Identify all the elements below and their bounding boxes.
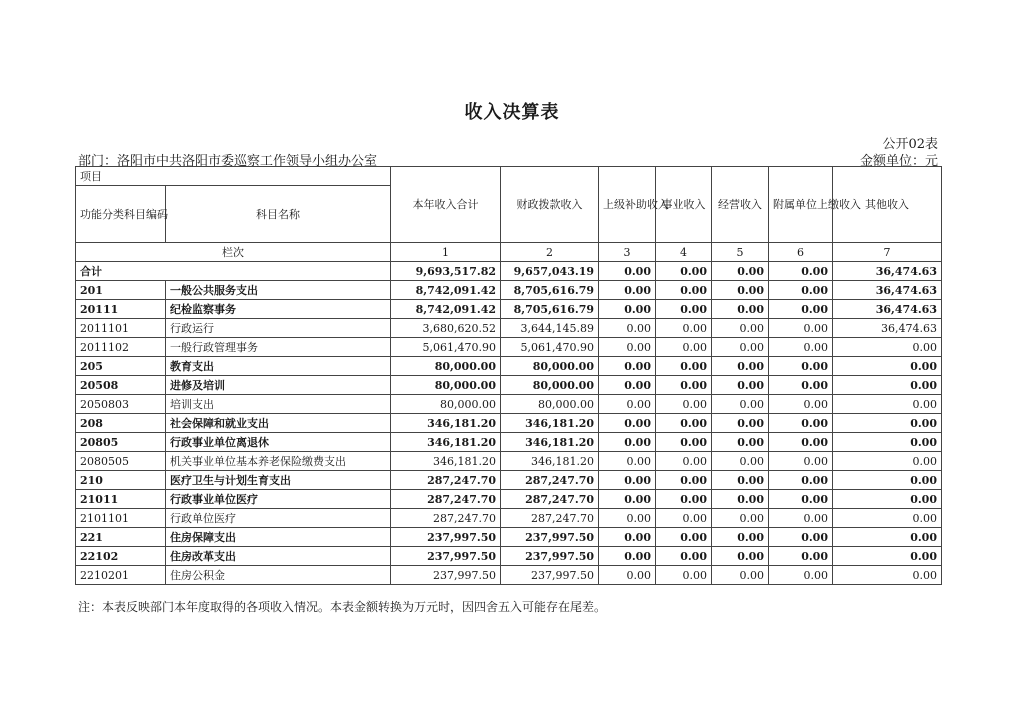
table-row — [76, 300, 942, 319]
cell-superior: 0.00 — [599, 509, 656, 528]
column-number: 6 — [769, 243, 833, 262]
cell-code: 2210201 — [76, 566, 166, 585]
cell-other: 36,474.63 — [833, 319, 942, 338]
cell-superior: 0.00 — [599, 547, 656, 566]
cell-code: 208 — [76, 414, 166, 433]
table-row — [76, 357, 942, 376]
cell-affiliated: 0.00 — [769, 528, 833, 547]
cell-fiscal: 287,247.70 — [501, 490, 599, 509]
cell-superior: 0.00 — [599, 376, 656, 395]
column-number: 2 — [501, 243, 599, 262]
cell-business: 0.00 — [656, 376, 712, 395]
cell-affiliated: 0.00 — [769, 319, 833, 338]
cell-superior: 0.00 — [599, 262, 656, 281]
cell-fiscal: 8,705,616.79 — [501, 281, 599, 300]
cell-total: 287,247.70 — [391, 490, 501, 509]
cell-total: 5,061,470.90 — [391, 338, 501, 357]
cell-operating: 0.00 — [712, 338, 769, 357]
cell-operating: 0.00 — [712, 433, 769, 452]
header-name: 科目名称 — [166, 186, 391, 243]
cell-total: 8,742,091.42 — [391, 300, 501, 319]
cell-superior: 0.00 — [599, 452, 656, 471]
cell-business: 0.00 — [656, 547, 712, 566]
cell-total: 346,181.20 — [391, 414, 501, 433]
cell-other: 0.00 — [833, 357, 942, 376]
cell-fiscal: 3,644,145.89 — [501, 319, 599, 338]
cell-total: 9,693,517.82 — [391, 262, 501, 281]
cell-fiscal: 287,247.70 — [501, 471, 599, 490]
cell-code: 2080505 — [76, 452, 166, 471]
cell-code: 2011101 — [76, 319, 166, 338]
cell-total: 80,000.00 — [391, 376, 501, 395]
cell-other: 0.00 — [833, 528, 942, 547]
cell-superior: 0.00 — [599, 395, 656, 414]
cell-total: 346,181.20 — [391, 452, 501, 471]
header-code: 功能分类科目编码 — [76, 186, 166, 243]
cell-code: 21011 — [76, 490, 166, 509]
cell-business: 0.00 — [656, 262, 712, 281]
cell-business: 0.00 — [656, 471, 712, 490]
header-operating: 经营收入 — [712, 167, 769, 243]
cell-total: 287,247.70 — [391, 471, 501, 490]
table-row — [76, 319, 942, 338]
cell-affiliated: 0.00 — [769, 452, 833, 471]
header-item: 项目 — [76, 167, 391, 186]
cell-affiliated: 0.00 — [769, 547, 833, 566]
table-row — [76, 509, 942, 528]
cell-fiscal: 346,181.20 — [501, 452, 599, 471]
cell-fiscal: 237,997.50 — [501, 528, 599, 547]
cell-name: 住房公积金 — [166, 566, 391, 585]
cell-name: 社会保障和就业支出 — [166, 414, 391, 433]
cell-affiliated: 0.00 — [769, 395, 833, 414]
table-row — [76, 395, 942, 414]
cell-business: 0.00 — [656, 281, 712, 300]
cell-fiscal: 5,061,470.90 — [501, 338, 599, 357]
table-row — [76, 528, 942, 547]
cell-affiliated: 0.00 — [769, 414, 833, 433]
cell-business: 0.00 — [656, 414, 712, 433]
cell-affiliated: 0.00 — [769, 433, 833, 452]
cell-total: 237,997.50 — [391, 566, 501, 585]
cell-fiscal: 80,000.00 — [501, 395, 599, 414]
cell-other: 36,474.63 — [833, 300, 942, 319]
cell-business: 0.00 — [656, 528, 712, 547]
cell-fiscal: 346,181.20 — [501, 414, 599, 433]
cell-code: 20805 — [76, 433, 166, 452]
cell-superior: 0.00 — [599, 433, 656, 452]
total-row — [76, 262, 942, 281]
cell-name: 医疗卫生与计划生育支出 — [166, 471, 391, 490]
cell-operating: 0.00 — [712, 490, 769, 509]
cell-affiliated: 0.00 — [769, 471, 833, 490]
cell-code: 2011102 — [76, 338, 166, 357]
cell-business: 0.00 — [656, 490, 712, 509]
cell-name: 行政事业单位医疗 — [166, 490, 391, 509]
cell-affiliated: 0.00 — [769, 376, 833, 395]
cell-superior: 0.00 — [599, 414, 656, 433]
column-number: 7 — [833, 243, 942, 262]
cell-name: 纪检监察事务 — [166, 300, 391, 319]
cell-other: 0.00 — [833, 433, 942, 452]
table-row — [76, 471, 942, 490]
cell-operating: 0.00 — [712, 262, 769, 281]
cell-total: 8,742,091.42 — [391, 281, 501, 300]
cell-fiscal: 237,997.50 — [501, 566, 599, 585]
cell-operating: 0.00 — [712, 528, 769, 547]
cell-operating: 0.00 — [712, 376, 769, 395]
cell-fiscal: 287,247.70 — [501, 509, 599, 528]
cell-name: 住房保障支出 — [166, 528, 391, 547]
cell-name: 教育支出 — [166, 357, 391, 376]
cell-code: 2101101 — [76, 509, 166, 528]
cell-other: 36,474.63 — [833, 281, 942, 300]
column-number: 5 — [712, 243, 769, 262]
cell-name: 一般行政管理事务 — [166, 338, 391, 357]
cell-name: 行政事业单位离退休 — [166, 433, 391, 452]
column-number: 3 — [599, 243, 656, 262]
amount-unit: 金额单位：元 — [859, 154, 938, 169]
cell-operating: 0.00 — [712, 395, 769, 414]
cell-superior: 0.00 — [599, 357, 656, 376]
cell-superior: 0.00 — [599, 300, 656, 319]
cell-operating: 0.00 — [712, 357, 769, 376]
table-row — [76, 452, 942, 471]
cell-operating: 0.00 — [712, 509, 769, 528]
cell-name: 培训支出 — [166, 395, 391, 414]
cell-name: 进修及培训 — [166, 376, 391, 395]
table-row — [76, 281, 942, 300]
column-number: 4 — [656, 243, 712, 262]
cell-fiscal: 346,181.20 — [501, 433, 599, 452]
cell-affiliated: 0.00 — [769, 566, 833, 585]
cell-operating: 0.00 — [712, 281, 769, 300]
cell-other: 0.00 — [833, 376, 942, 395]
cell-superior: 0.00 — [599, 338, 656, 357]
cell-fiscal: 80,000.00 — [501, 376, 599, 395]
table-row — [76, 433, 942, 452]
cell-business: 0.00 — [656, 433, 712, 452]
income-table — [75, 166, 942, 585]
header-business: 事业收入 — [656, 167, 712, 243]
footnote: 注：本表反映部门本年度取得的各项收入情况。本表金额转换为万元时，因四舍五入可能存在尾差。 — [78, 600, 607, 614]
cell-business: 0.00 — [656, 338, 712, 357]
table-row — [76, 376, 942, 395]
cell-superior: 0.00 — [599, 281, 656, 300]
cell-business: 0.00 — [656, 566, 712, 585]
cell-superior: 0.00 — [599, 490, 656, 509]
cell-business: 0.00 — [656, 395, 712, 414]
column-number: 1 — [391, 243, 501, 262]
cell-total: 237,997.50 — [391, 547, 501, 566]
cell-affiliated: 0.00 — [769, 300, 833, 319]
cell-other: 0.00 — [833, 471, 942, 490]
cell-business: 0.00 — [656, 357, 712, 376]
cell-total: 80,000.00 — [391, 395, 501, 414]
cell-other: 0.00 — [833, 547, 942, 566]
table-row — [76, 547, 942, 566]
cell-affiliated: 0.00 — [769, 509, 833, 528]
cell-operating: 0.00 — [712, 566, 769, 585]
cell-superior: 0.00 — [599, 528, 656, 547]
cell-code: 22102 — [76, 547, 166, 566]
cell-fiscal: 9,657,043.19 — [501, 262, 599, 281]
cell-operating: 0.00 — [712, 547, 769, 566]
cell-name: 行政单位医疗 — [166, 509, 391, 528]
cell-code: 210 — [76, 471, 166, 490]
cell-code: 20508 — [76, 376, 166, 395]
cell-other: 36,474.63 — [833, 262, 942, 281]
cell-total: 237,997.50 — [391, 528, 501, 547]
cell-total: 346,181.20 — [391, 433, 501, 452]
cell-operating: 0.00 — [712, 319, 769, 338]
header-affiliated: 附属单位上缴收入 — [769, 167, 833, 243]
cell-name: 一般公共服务支出 — [166, 281, 391, 300]
cell-operating: 0.00 — [712, 300, 769, 319]
header-superior: 上级补助收入 — [599, 167, 656, 243]
cell-other: 0.00 — [833, 509, 942, 528]
cell-affiliated: 0.00 — [769, 281, 833, 300]
table-row — [76, 414, 942, 433]
cell-superior: 0.00 — [599, 319, 656, 338]
cell-code: 2050803 — [76, 395, 166, 414]
cell-affiliated: 0.00 — [769, 490, 833, 509]
cell-operating: 0.00 — [712, 471, 769, 490]
cell-business: 0.00 — [656, 509, 712, 528]
cell-code: 205 — [76, 357, 166, 376]
page-title: 收入决算表 — [464, 102, 560, 123]
cell-business: 0.00 — [656, 300, 712, 319]
cell-fiscal: 237,997.50 — [501, 547, 599, 566]
cell-name: 行政运行 — [166, 319, 391, 338]
cell-affiliated: 0.00 — [769, 357, 833, 376]
cell-name: 机关事业单位基本养老保险缴费支出 — [166, 452, 391, 471]
table-row — [76, 566, 942, 585]
cell-other: 0.00 — [833, 452, 942, 471]
table-row — [76, 338, 942, 357]
header-total: 本年收入合计 — [391, 167, 501, 243]
cell-total: 287,247.70 — [391, 509, 501, 528]
cell-other: 0.00 — [833, 414, 942, 433]
cell-other: 0.00 — [833, 566, 942, 585]
cell-superior: 0.00 — [599, 566, 656, 585]
cell-other: 0.00 — [833, 338, 942, 357]
form-number: 公开02表 — [882, 137, 938, 152]
cell-fiscal: 80,000.00 — [501, 357, 599, 376]
cell-name: 住房改革支出 — [166, 547, 391, 566]
cell-total: 80,000.00 — [391, 357, 501, 376]
header-other: 其他收入 — [833, 167, 942, 243]
cell-other: 0.00 — [833, 490, 942, 509]
cell-operating: 0.00 — [712, 452, 769, 471]
department-label: 部门：洛阳市中共洛阳市委巡察工作领导小组办公室 — [78, 154, 378, 169]
cell-business: 0.00 — [656, 319, 712, 338]
cell-fiscal: 8,705,616.79 — [501, 300, 599, 319]
cell-code: 201 — [76, 281, 166, 300]
cell-business: 0.00 — [656, 452, 712, 471]
cell-affiliated: 0.00 — [769, 338, 833, 357]
header-fiscal: 财政拨款收入 — [501, 167, 599, 243]
cell-code: 20111 — [76, 300, 166, 319]
cell-superior: 0.00 — [599, 471, 656, 490]
total-label: 合计 — [76, 262, 391, 281]
column-number-label: 栏次 — [76, 243, 391, 262]
cell-total: 3,680,620.52 — [391, 319, 501, 338]
table-row — [76, 490, 942, 509]
cell-other: 0.00 — [833, 395, 942, 414]
cell-affiliated: 0.00 — [769, 262, 833, 281]
cell-code: 221 — [76, 528, 166, 547]
cell-operating: 0.00 — [712, 414, 769, 433]
